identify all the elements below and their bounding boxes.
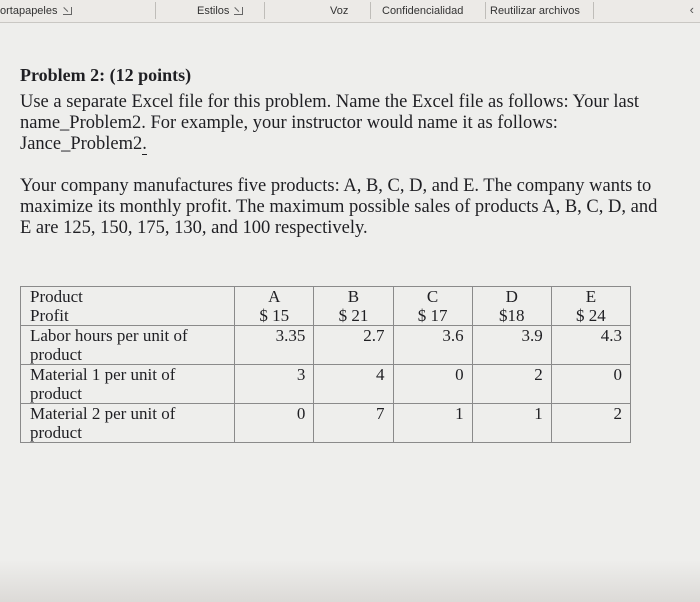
ribbon-group-sensitivity[interactable]: Confidencialidad (382, 5, 464, 17)
ribbon-group-reuse-files[interactable]: Reutilizar archivos (490, 5, 580, 17)
company-description-paragraph: Your company manufactures five products: A, B, C, D, and E. The company wants to maximize its monthly profit. The maximum possible sales of products A, B, C, D, and E are 125, 150, 175, 130, and 100 respectively. (20, 176, 658, 238)
product-table (20, 286, 631, 443)
row-label: Profit (21, 306, 235, 326)
ribbon-group-voice[interactable]: Voz (330, 5, 349, 17)
table-cell: 1 (393, 404, 472, 443)
row-label: Material 1 per unit of product (21, 365, 235, 404)
instructions-paragraph (20, 92, 660, 155)
ribbon-separator (264, 2, 265, 19)
table-cell: E (551, 287, 630, 307)
problem-title: Problem 2: (12 points) (20, 65, 192, 85)
collapse-ribbon-icon[interactable]: ‹ (689, 2, 694, 17)
table-cell: 2.7 (314, 326, 393, 365)
row-label: Labor hours per unit of product (21, 326, 235, 365)
table-cell: 0 (551, 365, 630, 404)
table-cell: 2 (551, 404, 630, 443)
ribbon-separator (593, 2, 594, 19)
styles-label: Estilos (197, 5, 230, 17)
row-label: Material 2 per unit of product (21, 404, 235, 443)
row-label: Product (21, 287, 235, 307)
table-cell: $ 21 (314, 306, 393, 326)
table-cell: A (235, 287, 314, 307)
ribbon-separator (155, 2, 156, 19)
ribbon-group-styles[interactable] (197, 5, 243, 17)
dialog-launcher-icon[interactable] (234, 7, 243, 15)
table-row (21, 404, 631, 443)
instructions-end-mark: . (142, 134, 147, 154)
table-row (21, 326, 631, 365)
table-row (21, 287, 631, 307)
table-cell: 1 (472, 404, 551, 443)
table-cell: C (393, 287, 472, 307)
table-cell: $ 15 (235, 306, 314, 326)
table-cell: $18 (472, 306, 551, 326)
photo-edge-shade (0, 560, 700, 602)
ribbon-separator (485, 2, 486, 19)
table-cell: 4 (314, 365, 393, 404)
clipboard-label: ortapapeles (0, 5, 58, 17)
dialog-launcher-icon[interactable] (63, 7, 72, 15)
table-cell: B (314, 287, 393, 307)
table-cell: 7 (314, 404, 393, 443)
ribbon-group-clipboard[interactable] (0, 5, 72, 17)
document-page (0, 23, 700, 602)
table-cell: 3.6 (393, 326, 472, 365)
table-cell: D (472, 287, 551, 307)
ribbon-bar (0, 0, 700, 23)
table-cell: 0 (393, 365, 472, 404)
table-cell: 0 (235, 404, 314, 443)
table-cell: 2 (472, 365, 551, 404)
table-cell: $ 17 (393, 306, 472, 326)
ribbon-separator (370, 2, 371, 19)
table-row (21, 365, 631, 404)
table-row (21, 306, 631, 326)
table-cell: 3 (235, 365, 314, 404)
table-cell: 3.35 (235, 326, 314, 365)
table-cell: 3.9 (472, 326, 551, 365)
table-cell: $ 24 (551, 306, 630, 326)
table-cell: 4.3 (551, 326, 630, 365)
instructions-text: Use a separate Excel file for this problem. Name the Excel file as follows: Your last name_Problem2. For example, your instructor would name it as follows: Jance_Problem2 (20, 92, 640, 154)
